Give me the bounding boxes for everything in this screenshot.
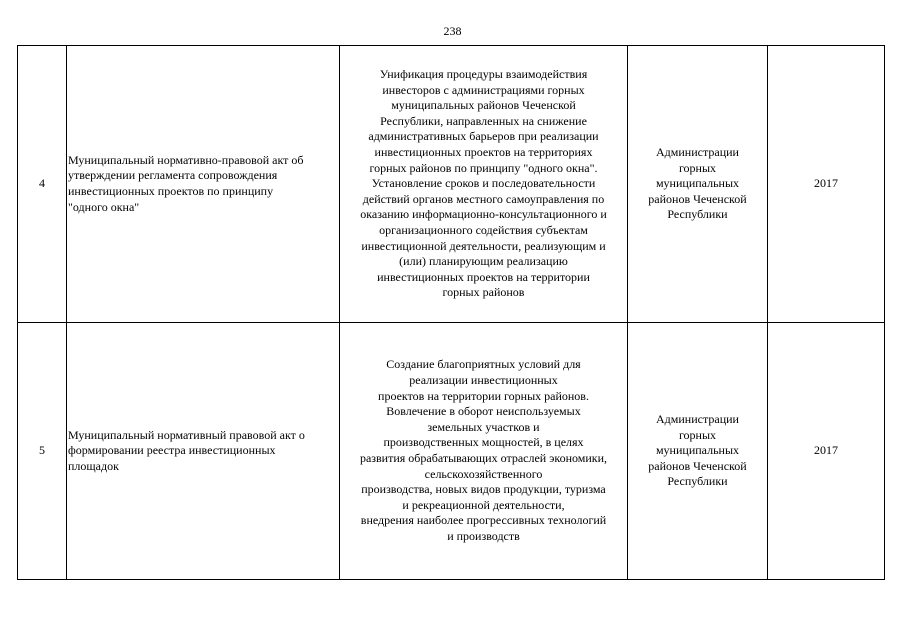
- executor-line: Республики: [667, 207, 728, 222]
- goal-line: (или) планирующим реализацию: [399, 254, 568, 269]
- goal-line: муниципальных районов Чеченской: [391, 98, 576, 113]
- goal-line: Республики, направленных на снижение: [380, 113, 587, 128]
- measures-table: [17, 45, 885, 580]
- document-title-line: Муниципальный нормативный правовой акт о: [68, 427, 305, 442]
- goal-description-cell: [340, 323, 628, 580]
- document-title-line: инвестиционных проектов по принципу: [68, 184, 274, 198]
- document-title-line: утверждении регламента сопровождения: [68, 168, 278, 183]
- goal-line: инвесторов с администрациями горных: [382, 82, 585, 97]
- goal-line: Установление сроков и последовательности: [371, 176, 596, 191]
- goal-line: инвестиционных проектов на территории: [377, 269, 590, 284]
- year-cell: 2017: [768, 323, 885, 580]
- goal-line: реализации инвестиционных: [409, 373, 558, 388]
- row-number: 5: [18, 323, 67, 580]
- document-title-cell: [67, 323, 340, 580]
- goal-line: инвестиционных проектов на территориях: [374, 145, 593, 160]
- executor-line: районов Чеченской: [648, 458, 747, 473]
- executor-line: горных: [678, 160, 717, 175]
- document-title-cell: [67, 46, 340, 323]
- executor-line: муниципальных: [655, 176, 740, 191]
- goal-line: инвестиционной деятельности, реализующим и: [361, 238, 606, 253]
- goal-line: горных районов по принципу "одного окна".: [369, 160, 598, 175]
- executor-line: муниципальных: [655, 443, 740, 458]
- goal-line: и производств: [447, 528, 520, 543]
- goal-line: и рекреационной деятельности,: [402, 497, 565, 512]
- row-number: 4: [18, 46, 67, 323]
- goal-description-cell: [340, 46, 628, 323]
- table-row: [18, 46, 885, 323]
- executor-line: горных: [678, 427, 717, 442]
- document-title-line: формировании реестра инвестиционных: [68, 443, 276, 458]
- executor-line: Администрации: [656, 412, 739, 427]
- document-title-line: площадок: [68, 458, 119, 473]
- document-title-line: Муниципальный нормативно-правовой акт об: [68, 152, 304, 167]
- goal-line: Вовлечение в оборот неиспользуемых: [386, 404, 581, 419]
- goal-line: оказанию информационно-консультационного и: [360, 207, 607, 222]
- year-cell: 2017: [768, 46, 885, 323]
- goal-line: Унификация процедуры взаимодействия: [379, 67, 588, 82]
- goal-line: внедрения наиболее прогрессивных технологий: [360, 513, 607, 528]
- executor-cell: [628, 323, 768, 580]
- goal-line: земельных участков и: [427, 419, 540, 434]
- goal-line: горных районов: [442, 285, 525, 300]
- goal-line: организационного содействия субъектам: [379, 222, 588, 237]
- goal-line: развития обрабатывающих отраслей экономики,: [359, 451, 608, 465]
- executor-line: районов Чеченской: [648, 191, 747, 206]
- goal-line: сельскохозяйственного: [424, 466, 543, 481]
- document-title-line: "одного окна": [68, 199, 140, 214]
- page-number: 238: [443, 24, 462, 38]
- goal-line: действий органов местного самоуправления по: [362, 191, 605, 206]
- goal-line: производственных мощностей, в целях: [383, 435, 584, 450]
- table-row: [18, 323, 885, 580]
- goal-line: Создание благоприятных условий для: [386, 357, 581, 372]
- executor-line: Администрации: [656, 145, 739, 160]
- goal-line: производства, новых видов продукции, туризма: [361, 482, 606, 497]
- executor-line: Республики: [667, 474, 728, 489]
- executor-cell: [628, 46, 768, 323]
- goal-line: административных барьеров при реализации: [368, 129, 599, 144]
- goal-line: проектов на территории горных районов.: [378, 388, 589, 403]
